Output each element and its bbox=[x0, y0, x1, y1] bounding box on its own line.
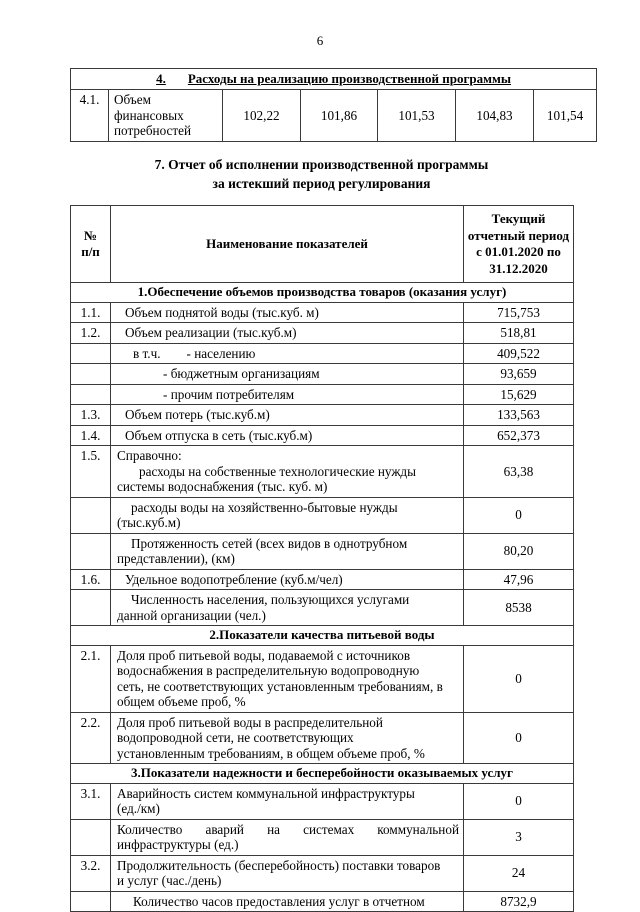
table-row bbox=[71, 446, 574, 498]
row-value: 8538 bbox=[464, 590, 574, 626]
row-label-line1: Доля проб питьевой воды в распределительной bbox=[117, 714, 383, 730]
row-value: 93,659 bbox=[464, 364, 574, 385]
expenses-value-3: 101,53 bbox=[378, 90, 456, 142]
table-row bbox=[71, 819, 574, 855]
section-banner: 2.Показатели качества питьевой воды bbox=[71, 626, 574, 646]
row-value: 24 bbox=[464, 855, 574, 891]
row-label bbox=[111, 446, 464, 498]
row-value: 133,563 bbox=[464, 405, 574, 426]
table-row bbox=[71, 69, 597, 90]
table-row bbox=[71, 497, 574, 533]
table-row bbox=[71, 533, 574, 569]
expenses-table bbox=[70, 68, 597, 142]
row-value: 8732,9 bbox=[464, 891, 574, 912]
row-label-line2: водопроводной сети, не соответствующих bbox=[117, 730, 354, 745]
table-row bbox=[71, 783, 574, 819]
header-number-cell bbox=[71, 206, 111, 283]
header-period-line2: отчетный период bbox=[467, 227, 570, 243]
table-row bbox=[71, 343, 574, 364]
table-row bbox=[71, 569, 574, 590]
row-index: 2.1. bbox=[71, 645, 111, 712]
row-index: 2.2. bbox=[71, 712, 111, 764]
expenses-value-4: 104,83 bbox=[456, 90, 534, 142]
row-index: 1.4. bbox=[71, 425, 111, 446]
row-label-line1: Справочно: bbox=[117, 448, 182, 463]
row-label-line4: общем объеме проб, % bbox=[117, 694, 246, 709]
row-value: 518,81 bbox=[464, 323, 574, 344]
table-row bbox=[71, 384, 574, 405]
row-index bbox=[71, 343, 111, 364]
row-label bbox=[111, 645, 464, 712]
row-index bbox=[71, 819, 111, 855]
row-label-line2: (ед./км) bbox=[117, 801, 160, 816]
report-table bbox=[70, 205, 574, 912]
row-label: Количество часов предоставления услуг в отчетном bbox=[111, 891, 464, 912]
row-label-line3: сеть, не соответствующих установленным требованиям, в bbox=[117, 678, 443, 694]
row-value: 63,38 bbox=[464, 446, 574, 498]
table-row bbox=[71, 645, 574, 712]
row-value: 652,373 bbox=[464, 425, 574, 446]
row-index bbox=[71, 497, 111, 533]
row-index bbox=[71, 533, 111, 569]
row-label-line2: данной организации (чел.) bbox=[117, 607, 266, 623]
row-label: - бюджетным организациям bbox=[111, 364, 464, 385]
row-label bbox=[111, 533, 464, 569]
row-label: Объем реализации (тыс.куб.м) bbox=[111, 323, 464, 344]
table-header-row bbox=[71, 206, 574, 283]
row-value: 0 bbox=[464, 497, 574, 533]
table-row bbox=[71, 590, 574, 626]
row-label: - прочим потребителям bbox=[111, 384, 464, 405]
row-label bbox=[111, 819, 464, 855]
row-label bbox=[111, 497, 464, 533]
row-label: Объем потерь (тыс.куб.м) bbox=[111, 405, 464, 426]
row-index: 1.2. bbox=[71, 323, 111, 344]
row-label-line1: Продолжительность (бесперебойность) поставки товаров bbox=[117, 857, 441, 873]
row-value: 0 bbox=[464, 645, 574, 712]
row-value: 715,753 bbox=[464, 302, 574, 323]
table-row bbox=[71, 364, 574, 385]
row-label-line2: расходы на собственные технологические нужды bbox=[139, 463, 417, 479]
row-label-line3: установленным требованиям, в общем объеме проб, % bbox=[117, 745, 425, 761]
header-period-line4: 31.12.2020 bbox=[489, 260, 548, 276]
row-index: 3.1. bbox=[71, 783, 111, 819]
section-banner-row bbox=[71, 626, 574, 646]
table-row bbox=[71, 425, 574, 446]
row-index: 3.2. bbox=[71, 855, 111, 891]
row-label bbox=[111, 590, 464, 626]
row-value: 3 bbox=[464, 819, 574, 855]
row-label-line3: системы водоснабжения (тыс. куб. м) bbox=[117, 479, 328, 494]
row-label: Объем поднятой воды (тыс.куб. м) bbox=[111, 302, 464, 323]
row-label-line2: водоснабжения в распределительную водопроводную bbox=[117, 663, 420, 678]
row-label bbox=[111, 343, 464, 364]
row-label: Удельное водопотребление (куб.м/чел) bbox=[111, 569, 464, 590]
row-index: 1.1. bbox=[71, 302, 111, 323]
row-value: 0 bbox=[464, 712, 574, 764]
section-banner-row bbox=[71, 283, 574, 303]
row-index bbox=[71, 384, 111, 405]
section-banner: 1.Обеспечение объемов производства товаров (оказания услуг) bbox=[71, 283, 574, 303]
page-number: 6 bbox=[316, 33, 324, 48]
row-label: Объем отпуска в сеть (тыс.куб.м) bbox=[111, 425, 464, 446]
table-row bbox=[71, 405, 574, 426]
report-heading-line2: за истекший период регулирования bbox=[212, 176, 431, 191]
row-label-prefix: в т.ч. bbox=[133, 345, 161, 361]
row-label-line1: Протяженность сетей (всех видов в однотрубном bbox=[131, 535, 408, 551]
expenses-value-5: 101,54 bbox=[534, 90, 597, 142]
section-banner-row bbox=[71, 764, 574, 784]
table-row bbox=[71, 90, 597, 142]
expenses-banner-number: 4. bbox=[156, 70, 166, 86]
row-label bbox=[111, 712, 464, 764]
expenses-row-label: Объем финансовых потребностей bbox=[109, 90, 223, 142]
expenses-row-index: 4.1. bbox=[71, 90, 109, 142]
table-row bbox=[71, 323, 574, 344]
header-number-line2: п/п bbox=[81, 244, 100, 259]
table-row bbox=[71, 712, 574, 764]
row-label-line1: Численность населения, пользующихся услугами bbox=[131, 592, 410, 607]
row-label-text: - населению bbox=[186, 345, 256, 361]
row-index bbox=[71, 891, 111, 912]
header-name-cell: Наименование показателей bbox=[111, 206, 464, 283]
expenses-banner bbox=[71, 69, 597, 90]
row-value: 80,20 bbox=[464, 533, 574, 569]
row-label-line1: Доля проб питьевой воды, подаваемой с источников bbox=[117, 647, 411, 663]
header-period-line1: Текущий bbox=[491, 211, 546, 226]
table-row bbox=[71, 302, 574, 323]
expenses-banner-text: Расходы на реализацию производственной программы bbox=[187, 70, 511, 86]
row-label-line2: представлении), (км) bbox=[117, 551, 235, 566]
row-index: 1.6. bbox=[71, 569, 111, 590]
report-heading bbox=[70, 155, 573, 193]
row-value: 409,522 bbox=[464, 343, 574, 364]
row-label-line2: и услуг (час./день) bbox=[117, 873, 222, 888]
row-index bbox=[71, 364, 111, 385]
expenses-value-2: 101,86 bbox=[301, 90, 378, 142]
report-heading-line1: 7. Отчет об исполнении производственной программы bbox=[154, 157, 489, 172]
section-banner: 3.Показатели надежности и бесперебойности оказываемых услуг bbox=[71, 764, 574, 784]
row-label-line1: расходы воды на хозяйственно-бытовые нужды bbox=[131, 499, 398, 515]
row-label-line1: Аварийность систем коммунальной инфраструктуры bbox=[117, 785, 415, 801]
header-period-cell bbox=[464, 206, 574, 283]
row-index bbox=[71, 590, 111, 626]
row-value: 0 bbox=[464, 783, 574, 819]
table-row bbox=[71, 891, 574, 912]
row-index: 1.5. bbox=[71, 446, 111, 498]
table-row bbox=[71, 855, 574, 891]
row-label-line2: инфраструктуры (ед.) bbox=[117, 837, 239, 852]
row-label-line2: (тыс.куб.м) bbox=[117, 515, 181, 530]
header-period-line3: с 01.01.2020 по bbox=[476, 244, 561, 259]
header-number-line1: № bbox=[83, 228, 98, 243]
row-index: 1.3. bbox=[71, 405, 111, 426]
row-value: 47,96 bbox=[464, 569, 574, 590]
row-label bbox=[111, 783, 464, 819]
row-label bbox=[111, 855, 464, 891]
row-label-line1: Количество аварий на системах коммунальной bbox=[117, 821, 459, 837]
expenses-value-1: 102,22 bbox=[223, 90, 301, 142]
row-value: 15,629 bbox=[464, 384, 574, 405]
